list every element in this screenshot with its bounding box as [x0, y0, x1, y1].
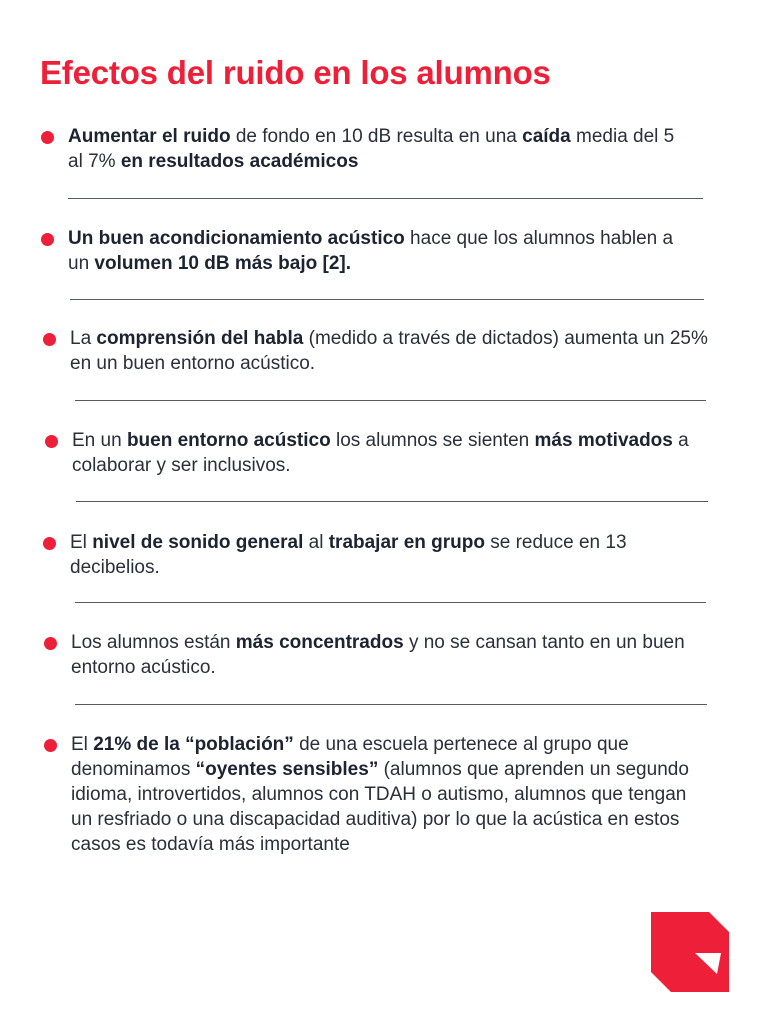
list-item-text	[41, 226, 691, 276]
text-segment: “oyentes sensibles”	[195, 759, 379, 780]
text-segment: caída	[522, 126, 571, 147]
bullet-icon	[43, 333, 56, 346]
text-segment: hace que los alumnos hablen a un	[68, 228, 674, 274]
bullet-icon	[45, 435, 58, 448]
text-segment: Los alumnos están	[71, 632, 236, 653]
list-item	[41, 124, 691, 174]
bullet-icon	[43, 537, 56, 550]
text-segment: La	[70, 328, 97, 349]
bullet-icon	[44, 739, 57, 752]
list-item	[43, 326, 713, 376]
list-item	[41, 226, 691, 276]
divider	[68, 198, 703, 199]
divider	[70, 299, 704, 300]
text-segment: comprensión del habla	[96, 328, 304, 349]
list-item-text	[44, 630, 694, 680]
list-item-text	[43, 326, 713, 376]
list-item	[45, 428, 695, 478]
list-item	[44, 630, 694, 680]
page-title: Efectos del ruido en los alumnos	[40, 54, 551, 91]
list-item-text	[43, 530, 673, 580]
text-segment: (medido a través de dictados) aumenta un 25% en un buen entorno acústico.	[70, 328, 708, 374]
text-segment: En un	[72, 430, 127, 451]
list-item	[43, 530, 673, 580]
bullet-icon	[41, 131, 54, 144]
text-segment: más motivados	[534, 430, 673, 451]
text-segment: al	[303, 532, 329, 553]
text-segment: en resultados académicos	[120, 151, 359, 172]
text-segment: Un buen acondicionamiento acústico	[68, 228, 405, 249]
text-segment: media del 5 al 7%	[68, 126, 675, 172]
divider	[76, 501, 708, 502]
text-segment: nivel de sonido general	[92, 532, 304, 553]
text-segment: se reduce en 13 decibelios.	[70, 532, 627, 578]
text-segment: trabajar en grupo	[328, 532, 485, 553]
text-segment: Aumentar el ruido	[68, 126, 231, 147]
text-segment: a colaborar y ser inclusivos.	[72, 430, 689, 476]
text-segment: (alumnos que aprenden un segundo idioma, introvertidos, alumnos con TDAH o autismo, alumnos que tengan un resfriado o una discapacidad auditiva) por lo que la acústica en estos casos es todavía más importante	[71, 759, 689, 855]
text-segment: de fondo en 10 dB resulta en una	[230, 126, 523, 147]
list-item-text	[41, 124, 691, 174]
text-segment: volumen 10 dB más bajo [2].	[94, 253, 351, 274]
text-segment: y no se cansan tanto en un buen entorno acústico.	[71, 632, 685, 678]
divider	[75, 400, 706, 401]
divider	[75, 602, 706, 603]
divider	[75, 704, 707, 705]
logo-shape	[651, 912, 729, 992]
bullet-icon	[41, 233, 54, 246]
text-segment: los alumnos se sienten	[330, 430, 535, 451]
bullet-icon	[44, 637, 57, 650]
text-segment: buen entorno acústico	[126, 430, 331, 451]
text-segment: El	[71, 734, 94, 755]
list-item-text	[45, 428, 695, 478]
text-segment: 21% de la “población”	[93, 734, 294, 755]
text-segment: El	[70, 532, 93, 553]
text-segment: más concentrados	[235, 632, 404, 653]
list-item-text	[44, 732, 694, 857]
brand-logo-icon	[651, 912, 729, 992]
text-segment: de una escuela pertenece al grupo que denominamos	[71, 734, 629, 780]
list-item	[44, 732, 694, 857]
